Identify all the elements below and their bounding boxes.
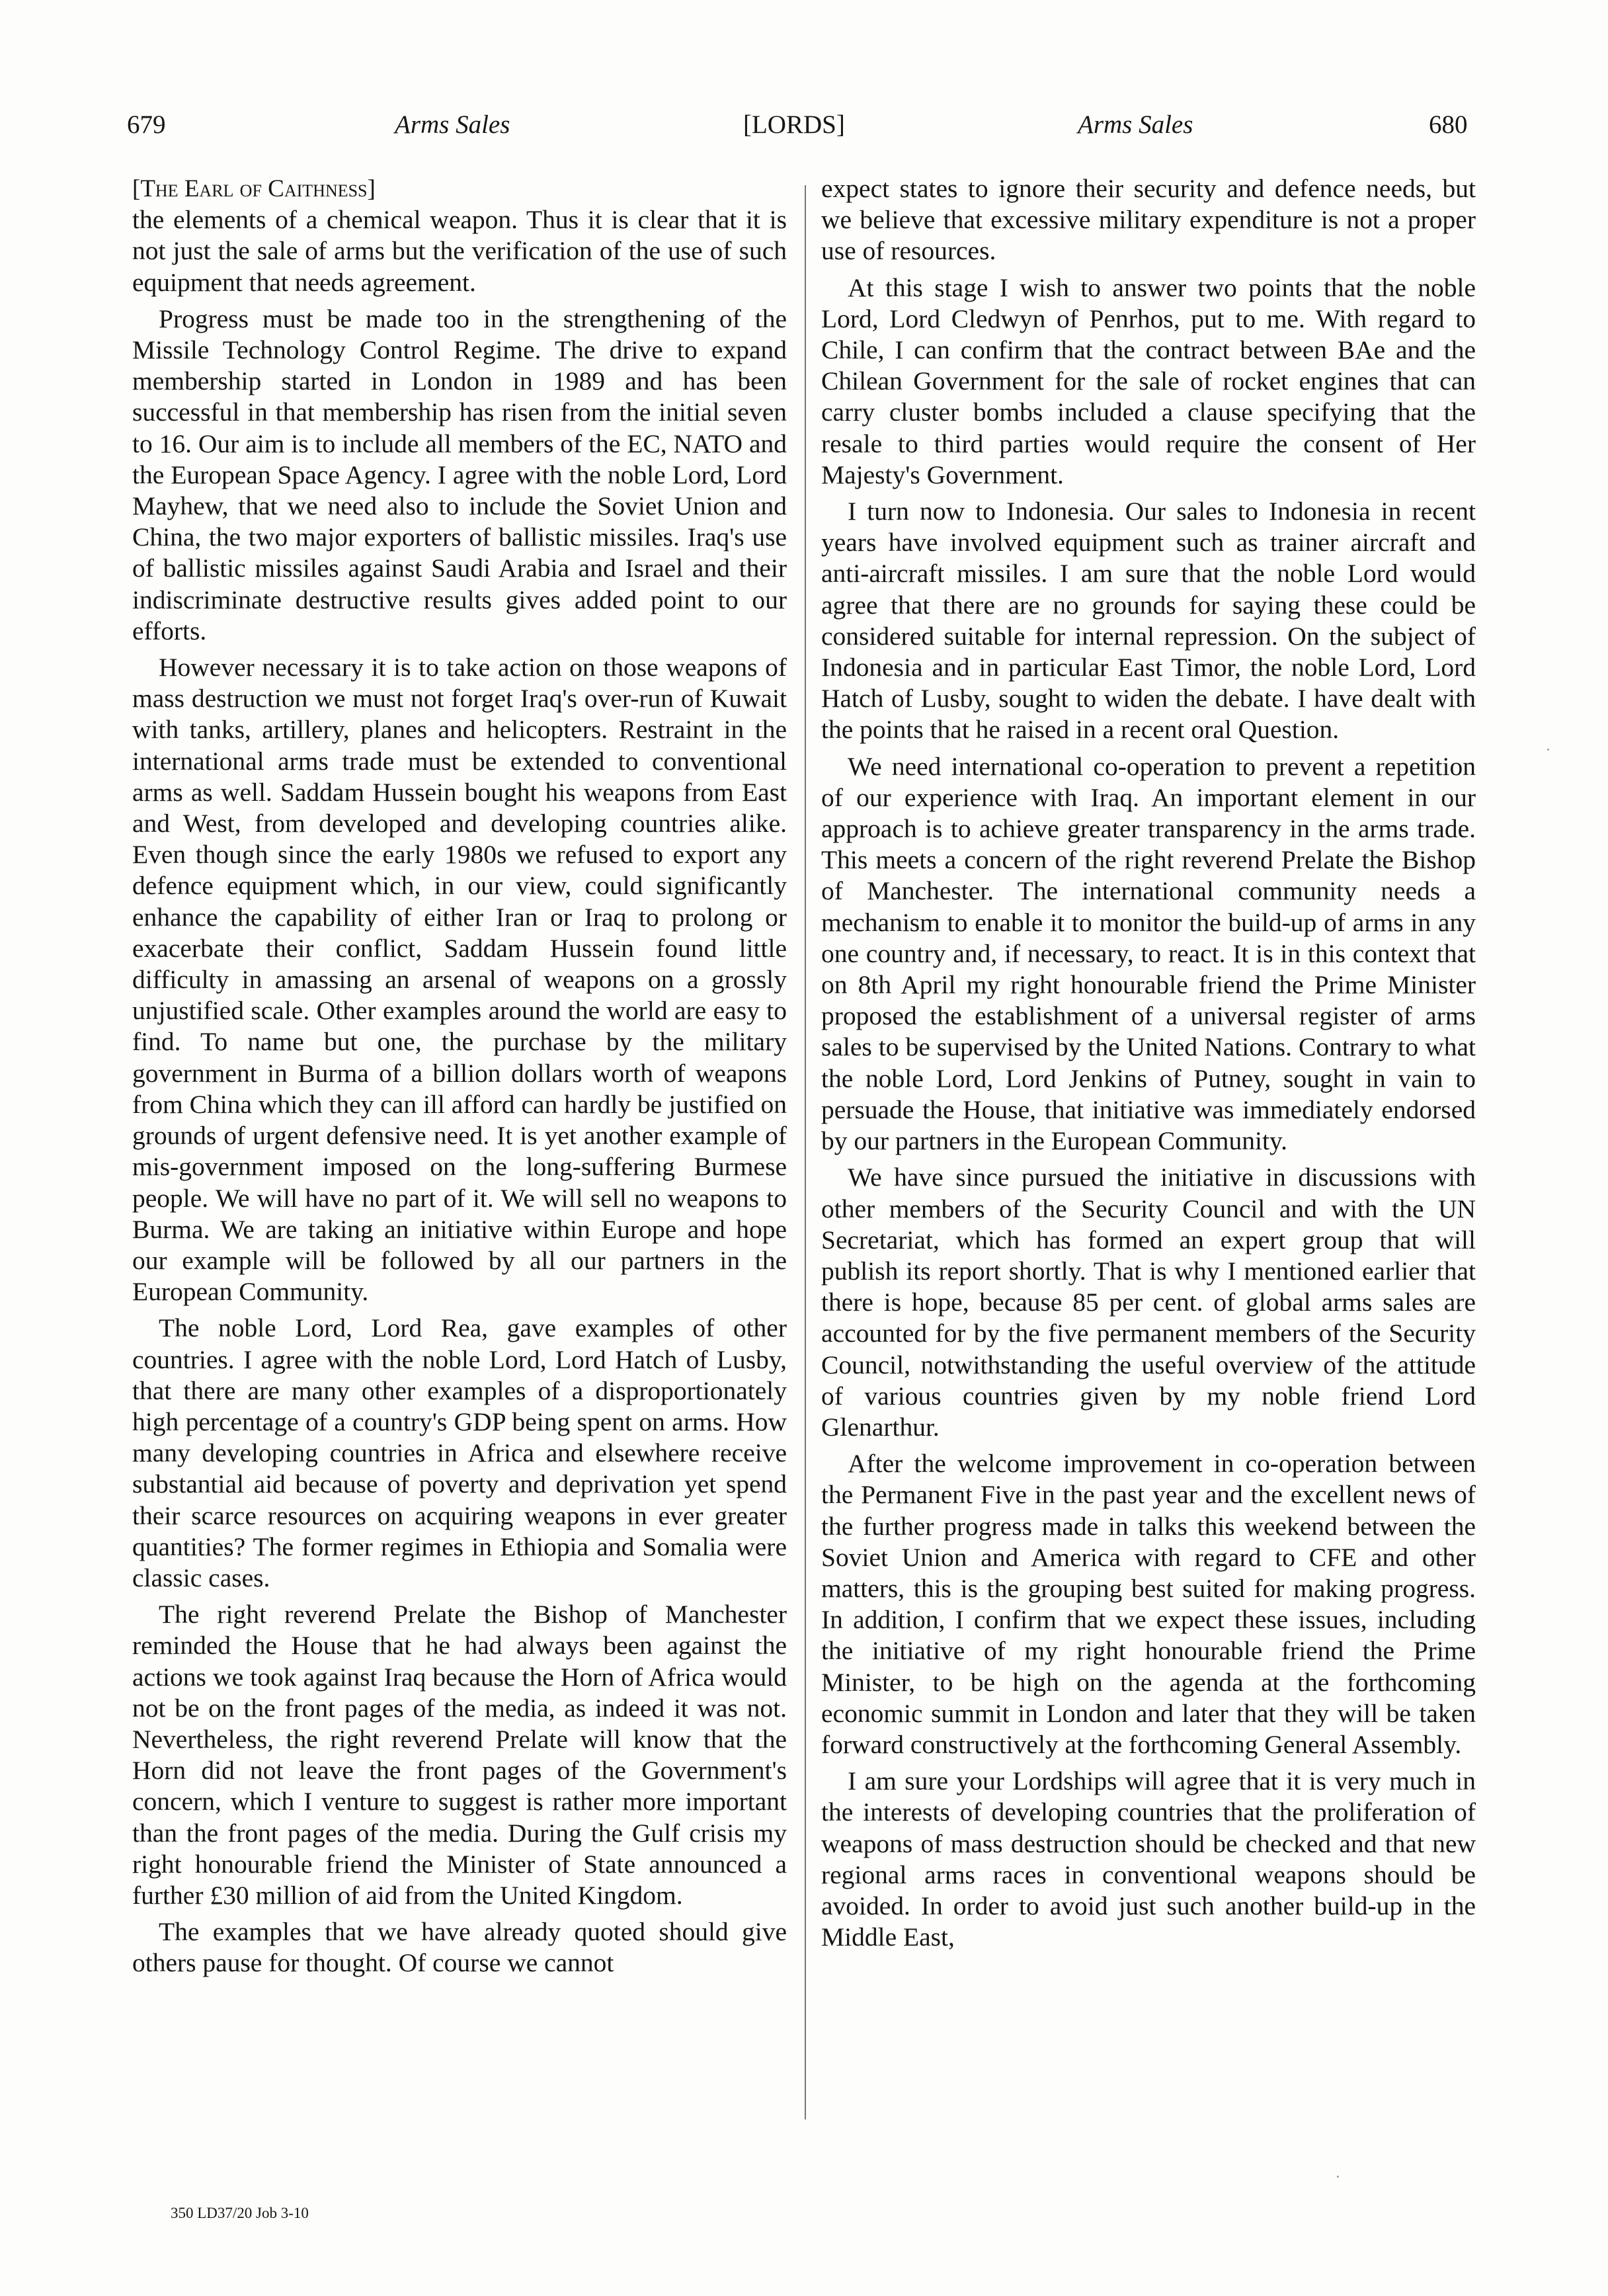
page-number-right: 680 — [1429, 110, 1468, 139]
paragraph: We have since pursued the initiative in discussions with other members of the Security Council and with the UN Secretariat, which has formed an expert group that will publish its report shortly. That is why I mentioned earlier that there is hope, because 85 per cent. of global arms sales are accounted for by the five permanent members of the Security Council, notwithstanding the useful overview of the attitude of various countries given by my noble friend Lord Glenarthur. — [821, 1163, 1476, 1442]
paragraph: However necessary it is to take action on those weapons of mass destruction we must not forget Iraq's over-run of Kuwait with tanks, artillery, planes and helicopters. Restraint in the international arms trade must be extended to conventional arms as well. Saddam Hussein bought his weapons from East and West, from developed and developing countries alike. Even though since the early 1980s we refused to export any defence equipment which, in our view, could significantly enhance the capability of either Iran or Iraq to prolong or exacerbate their conflict, Saddam Hussein found little difficulty in amassing an arsenal of weapons on a grossly unjustified scale. Other examples around the world are easy to find. To name but one, the purchase by the military government in Burma of a billion dollars worth of weapons from China which they can ill afford can hardly be justified on grounds of urgent defensive need. It is yet another example of mis-government imposed on the long-suffering Burmese people. We will have no part of it. We will sell no weapons to Burma. We are taking an initiative within Europe and hope our example will be followed by all our partners in the European Community. — [132, 653, 787, 1307]
running-header — [0, 0, 1608, 159]
paragraph: After the welcome improvement in co-operation between the Permanent Five in the past year and the excellent news of the further progress made in talks this weekend between the Soviet Union and America with regard to CFE and other matters, this is the grouping best suited for making progress. In addition, I confirm that we expect these issues, including the initiative of my right honourable friend the Prime Minister, to be high on the agenda at the forthcoming economic summit in London and later that they will be taken forward constructively at the forthcoming General Assembly. — [821, 1449, 1476, 1759]
right-column — [821, 173, 1476, 1958]
left-column — [132, 173, 787, 1985]
paragraph: I turn now to Indonesia. Our sales to Indonesia in recent years have involved equipment such as trainer aircraft and anti-aircraft missiles. I am sure that the noble Lord would agree that there are no grounds for saying these could be considered suitable for internal repression. On the subject of Indonesia and in particular East Timor, the noble Lord, Lord Hatch of Lusby, sought to widen the debate. I have dealt with the points that he raised in a recent oral Question. — [821, 497, 1476, 745]
paragraph: Progress must be made too in the strengthening of the Missile Technology Control Regime. The drive to expand membership started in London in 1989 and has been successful in that membership has risen from the initial seven to 16. Our aim is to include all members of the EC, NATO and the European Space Agency. I agree with the noble Lord, Lord Mayhew, that we need also to include the Soviet Union and China, the two major exporters of ballistic missiles. Iraq's use of ballistic missiles against Saudi Arabia and Israel and their indiscriminate destructive results gives added point to our efforts. — [132, 304, 787, 645]
paragraph: The noble Lord, Lord Rea, gave examples of other countries. I agree with the noble Lord, Lord Hatch of Lusby, that there are many other examples of a disproportionately high percentage of a country's GDP being spent on arms. How many developing countries in Africa and elsewhere receive substantial aid because of poverty and deprivation yet spend their scarce resources on acquiring weapons in ever greater quantities? The former regimes in Ethiopia and Somalia were classic cases. — [132, 1313, 787, 1592]
page-number-left: 679 — [127, 110, 166, 139]
scan-speck — [1337, 2176, 1339, 2178]
running-title-left: Arms Sales — [395, 110, 510, 139]
speaker-attribution: [The Earl of Caithness] — [132, 175, 376, 202]
paragraph: the elements of a chemical weapon. Thus it is clear that it is not just the sale of arms but the verification of the use of such equipment that needs agreement. — [132, 205, 787, 297]
house-label: [LORDS] — [743, 110, 845, 139]
running-title-right: Arms Sales — [1078, 110, 1193, 139]
paragraph: At this stage I wish to answer two points that the noble Lord, Lord Cledwyn of Penrhos, put to me. With regard to Chile, I can confirm that the contract between BAe and the Chilean Government for the sale of rocket engines that can carry cluster bombs included a clause specifying that the resale to third parties would require the consent of Her Majesty's Government. — [821, 272, 1476, 489]
column-divider — [805, 185, 806, 2119]
scan-speck — [1547, 749, 1549, 751]
paragraph: The examples that we have already quoted should give others pause for thought. Of course we cannot — [132, 1917, 787, 1978]
paragraph: expect states to ignore their security and defence needs, but we believe that excessive military expenditure is not a proper use of resources. — [821, 174, 1476, 266]
paragraph: We need international co-operation to prevent a repetition of our experience with Iraq. An important element in our approach is to achieve greater transparency in the arms trade. This meets a concern of the right reverend Prelate the Bishop of Manchester. The international community needs a mechanism to enable it to monitor the build-up of arms in any one country and, if necessary, to react. It is in this context that on 8th April my right honourable friend the Prime Minister proposed the establishment of a universal register of arms sales to be supervised by the United Nations. Contrary to what the noble Lord, Lord Jenkins of Putney, sought in vain to persuade the House, that initiative was immediately endorsed by our partners in the European Community. — [821, 751, 1476, 1156]
paragraph: I am sure your Lordships will agree that it is very much in the interests of developing countries that the proliferation of weapons of mass destruction should be checked and that new regional arms races in conventional weapons should be avoided. In order to avoid just such another build-up in the Middle East, — [821, 1766, 1476, 1952]
paragraph: The right reverend Prelate the Bishop of Manchester reminded the House that he had always been against the actions we took against Iraq because the Horn of Africa would not be on the front pages of the media, as indeed it was not. Nevertheless, the right reverend Prelate will know that the Horn did not leave the front pages of the Government's concern, which I venture to suggest is rather more important than the front pages of the media. During the Gulf crisis my right honourable friend the Minister of State announced a further £30 million of aid from the United Kingdom. — [132, 1600, 787, 1910]
print-code: 350 LD37/20 Job 3-10 — [171, 2205, 309, 2221]
